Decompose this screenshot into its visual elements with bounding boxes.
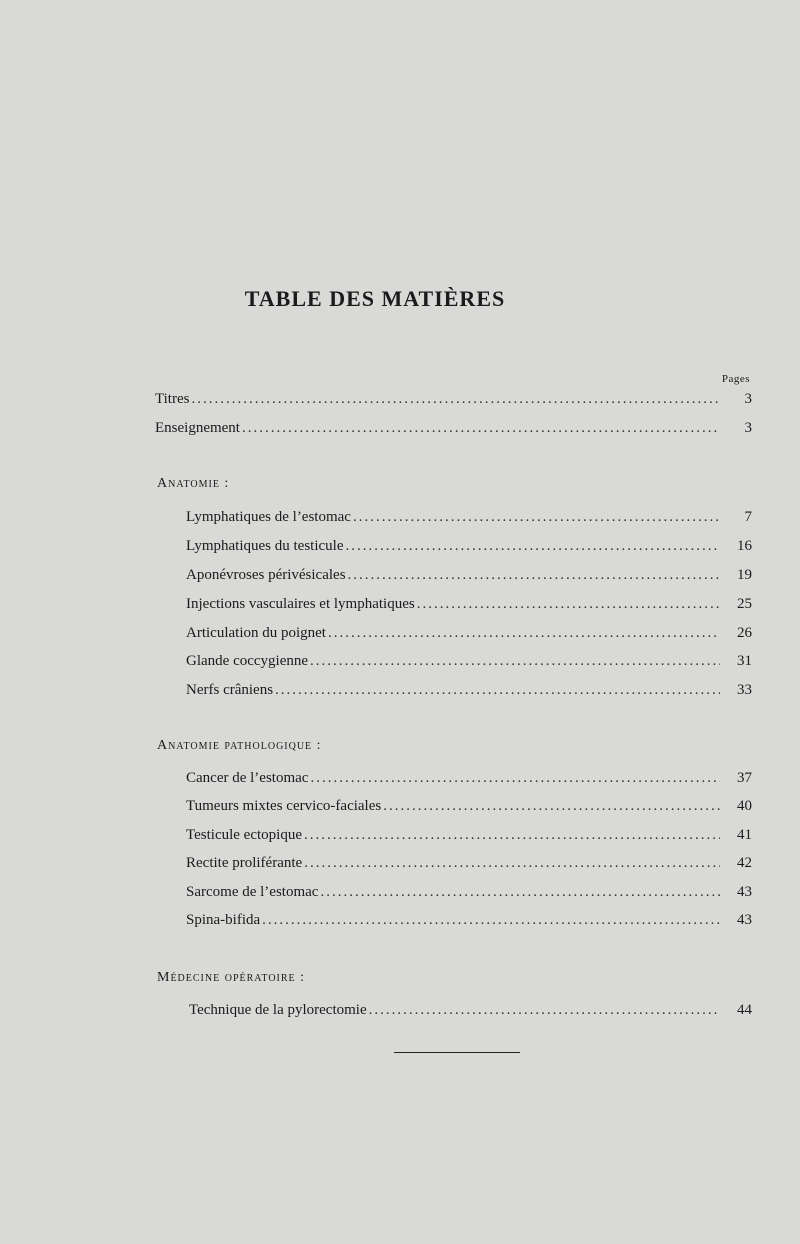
toc-entry xyxy=(186,596,752,616)
pages-column-label: Pages xyxy=(721,373,750,385)
toc-entry-page: 43 xyxy=(737,884,752,900)
leader-dots xyxy=(242,420,720,437)
toc-entry xyxy=(186,538,752,558)
toc-entry-label: Nerfs crâniens xyxy=(186,682,274,698)
toc-entry-label: Lymphatiques du testicule xyxy=(186,538,344,554)
leader-dots xyxy=(262,912,720,929)
toc-entry-label: Titres xyxy=(155,391,190,407)
leader-dots xyxy=(320,884,720,901)
toc-entry-page: 7 xyxy=(744,509,752,525)
toc-entry xyxy=(186,912,752,932)
toc-entry-page: 19 xyxy=(737,567,752,583)
leader-dots xyxy=(348,567,720,584)
toc-entry xyxy=(189,1002,752,1022)
toc-entry xyxy=(186,855,752,875)
leader-dots xyxy=(310,653,720,670)
toc-entry-page: 25 xyxy=(737,596,752,612)
page-title: TABLE DES MATIÈRES xyxy=(244,286,506,311)
toc-entry-page: 33 xyxy=(737,682,752,698)
toc-entry xyxy=(186,770,752,790)
toc-entry xyxy=(186,567,752,587)
toc-entry xyxy=(186,884,752,904)
toc-entry-page: 3 xyxy=(744,391,752,407)
toc-entry-label: Enseignement xyxy=(155,420,240,436)
toc-entry xyxy=(186,682,752,702)
toc-entry-label: Spina-bifida xyxy=(186,912,261,928)
toc-entry-page: 37 xyxy=(737,770,752,786)
toc-entry-label: Rectite proliférante xyxy=(186,855,303,871)
toc-entry xyxy=(186,653,752,673)
leader-dots xyxy=(369,1002,720,1019)
leader-dots xyxy=(328,625,720,642)
leader-dots xyxy=(191,391,720,408)
toc-entry-page: 31 xyxy=(737,653,752,669)
toc-entry-page: 16 xyxy=(737,538,752,554)
section-heading: Anatomie : xyxy=(157,476,230,491)
toc-entry-page: 43 xyxy=(737,912,752,928)
leader-dots xyxy=(345,538,720,555)
leader-dots xyxy=(417,596,720,613)
leader-dots xyxy=(310,770,720,787)
toc-entry-label: Lymphatiques de l’estomac xyxy=(186,509,351,525)
section-heading: Anatomie pathologique : xyxy=(157,738,322,753)
toc-entry-page: 44 xyxy=(737,1002,752,1018)
toc-entry xyxy=(186,827,752,847)
toc-entry-page: 42 xyxy=(737,855,752,871)
toc-entry-page: 26 xyxy=(737,625,752,641)
toc-entry-page: 41 xyxy=(737,827,752,843)
toc-entry-label: Glande coccygienne xyxy=(186,653,309,669)
toc-entry xyxy=(186,509,752,529)
leader-dots xyxy=(304,827,720,844)
toc-entry-label: Aponévroses périvésicales xyxy=(186,567,346,583)
leader-dots xyxy=(304,855,720,872)
toc-entry-page: 40 xyxy=(737,798,752,814)
closing-rule xyxy=(394,1052,520,1053)
section-heading: Médecine opératoire : xyxy=(157,970,306,985)
toc-entry-label: Sarcome de l’estomac xyxy=(186,884,319,900)
toc-entry xyxy=(186,798,752,818)
toc-entry-label: Injections vasculaires et lymphatiques xyxy=(186,596,415,612)
toc-entry-label: Tumeurs mixtes cervico-faciales xyxy=(186,798,382,814)
leader-dots xyxy=(275,682,720,699)
toc-entry-label: Testicule ectopique xyxy=(186,827,302,843)
toc-entry-label: Articulation du poignet xyxy=(186,625,326,641)
leader-dots xyxy=(383,798,720,815)
toc-entry-page: 3 xyxy=(744,420,752,436)
toc-entry-label: Technique de la pylorectomie xyxy=(189,1002,367,1018)
toc-entry xyxy=(186,625,752,645)
toc-entry xyxy=(155,420,752,440)
toc-entry xyxy=(155,391,752,411)
toc-entry-label: Cancer de l’estomac xyxy=(186,770,309,786)
leader-dots xyxy=(353,509,720,526)
